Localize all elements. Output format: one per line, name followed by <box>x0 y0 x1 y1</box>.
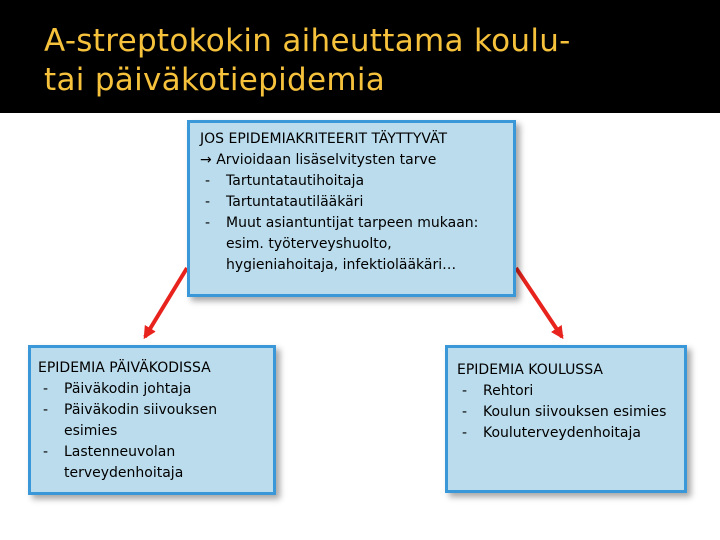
list-item: - Tartuntatautilääkäri <box>200 192 507 213</box>
school-box <box>445 345 687 493</box>
expert-list <box>200 171 507 276</box>
criteria-box <box>187 120 516 297</box>
list-item: - Kouluterveydenhoitaja <box>457 423 678 444</box>
list-item: - Lastenneuvolan terveydenhoitaja <box>38 442 267 484</box>
criteria-heading: JOS EPIDEMIAKRITEERIT TÄYTTYVÄT <box>200 131 448 147</box>
list-item: - Päiväkodin johtaja <box>38 379 267 400</box>
title-line-2: tai päiväkotiepidemia <box>44 62 386 98</box>
daycare-heading: EPIDEMIA PÄIVÄKODISSA <box>38 360 211 376</box>
list-item: - Tartuntatautihoitaja <box>200 171 507 192</box>
arrow-to-daycare <box>145 268 187 337</box>
title-line-1: A-streptokokin aiheuttama koulu- <box>44 23 571 59</box>
school-list <box>457 381 678 444</box>
school-heading: EPIDEMIA KOULUSSA <box>457 362 603 378</box>
list-item: - Muut asiantuntijat tarpeen mukaan: esim. työterveyshuolto, hygieniahoitaja, infektiolääkäri… <box>200 213 507 276</box>
daycare-box <box>28 345 276 495</box>
assessment-text: Arvioidaan lisäselvitysten tarve <box>216 152 437 168</box>
assessment-line <box>200 150 507 171</box>
right-arrow-icon: → <box>200 152 212 168</box>
list-item: - Koulun siivouksen esimies <box>457 402 678 423</box>
list-item: - Rehtori <box>457 381 678 402</box>
arrow-to-school <box>516 268 562 337</box>
daycare-list <box>38 379 267 484</box>
list-item: - Päiväkodin siivouksen esimies <box>38 400 267 442</box>
